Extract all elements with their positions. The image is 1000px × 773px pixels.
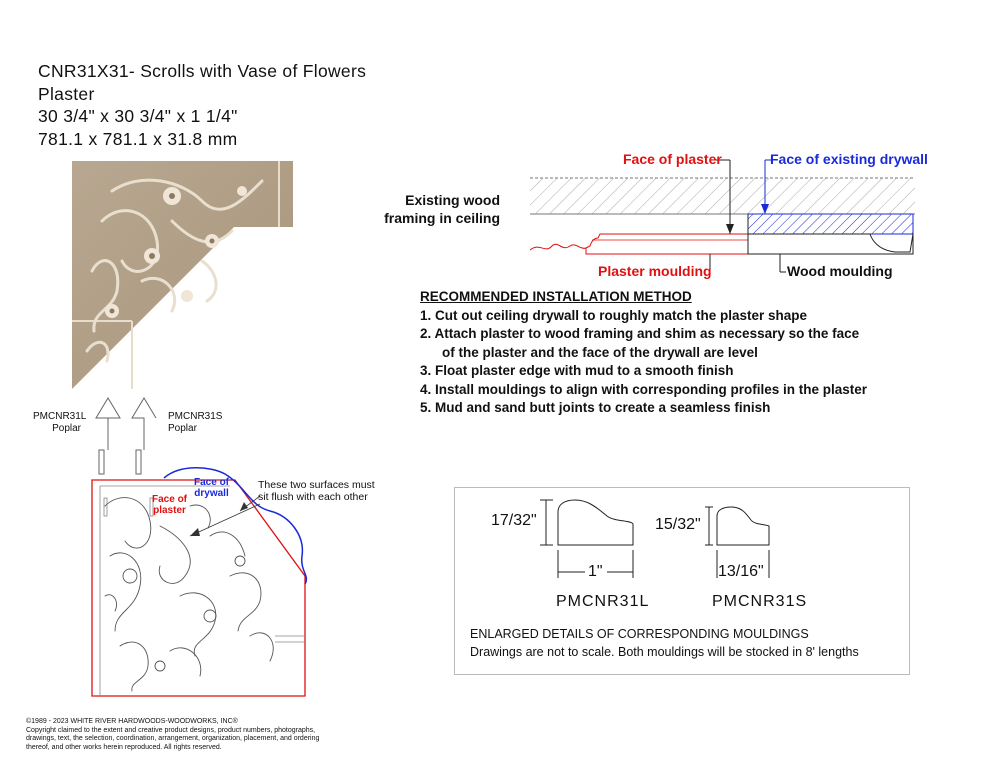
details-note: Drawings are not to scale. Both mouldings will be stocked in 8' lengths [470, 645, 859, 659]
wood-framing-callout [384, 191, 500, 227]
wood-framing-line1: Existing wood [405, 192, 500, 208]
face-of-plaster-line1: Face of [152, 494, 188, 505]
face-of-plaster-line2: plaster [153, 505, 186, 516]
copyright-line1: ©1989 - 2023 WHITE RIVER HARDWOODS-WOODWORKS, INC® [26, 718, 238, 725]
l-part-number: PMCNR31L [556, 593, 650, 610]
right-moulding-code: PMCNR31S [168, 411, 223, 422]
product-title-block [38, 60, 366, 150]
right-moulding-wood: Poplar [168, 423, 197, 434]
plaster-moulding-callout: Plaster moulding [598, 263, 712, 279]
product-size-mm: 781.1 x 781.1 x 31.8 mm [38, 128, 238, 149]
left-moulding-code: PMCNR31L [33, 411, 87, 422]
installation-step: 4. Install mouldings to align with corresponding profiles in the plaster [420, 381, 868, 397]
plaster-scroll-photo [72, 161, 293, 389]
product-size-inches: 30 3/4" x 30 3/4" x 1 1/4" [38, 106, 238, 126]
copyright-line4: thereof, and other works herein reproduced. All rights reserved. [26, 743, 222, 751]
wood-framing-line2: framing in ceiling [384, 210, 500, 226]
product-title: CNR31X31- Scrolls with Vase of Flowers [38, 61, 367, 81]
installation-step: 1. Cut out ceiling drywall to roughly match the plaster shape [420, 307, 808, 323]
installation-step: of the plaster and the face of the drywall are level [442, 344, 758, 360]
installation-step: 3. Float plaster edge with mud to a smooth finish [420, 363, 734, 378]
s-part-number: PMCNR31S [712, 593, 808, 610]
installation-heading: RECOMMENDED INSTALLATION METHOD [420, 289, 692, 304]
flush-note-line1: These two surfaces must [258, 479, 375, 491]
right-moulding-label [168, 411, 222, 435]
face-of-drywall-line1: Face of [194, 477, 230, 488]
face-of-drywall-label [194, 477, 229, 499]
installation-step: 5. Mud and sand butt joints to create a seamless finish [420, 400, 771, 415]
installation-step: 2. Attach plaster to wood framing and shim as necessary so the face [420, 326, 860, 341]
details-heading: ENLARGED DETAILS OF CORRESPONDING MOULDINGS [470, 627, 809, 641]
left-moulding-label [33, 411, 87, 435]
wood-moulding-callout: Wood moulding [787, 263, 893, 279]
copyright-notice [26, 718, 356, 752]
copyright-line3: drawings, text, the selection, coordination, arrangement, organization, placement, and ordering [26, 735, 320, 743]
face-of-drywall-line2: drywall [194, 488, 229, 499]
s-height-dimension: 15/32" [655, 516, 701, 533]
l-width-dimension: 1" [588, 563, 603, 580]
face-of-plaster-callout: Face of plaster [623, 151, 722, 167]
left-moulding-wood: Poplar [52, 423, 81, 434]
installation-method [420, 288, 867, 418]
l-height-dimension: 17/32" [491, 512, 537, 529]
flush-note [258, 479, 375, 503]
face-of-drywall-callout: Face of existing drywall [770, 151, 928, 167]
face-of-plaster-label [152, 494, 187, 516]
flush-note-line2: sit flush with each other [258, 491, 368, 503]
copyright-line2: Copyright claimed to the extent and creative product designs, product numbers, photographs, [26, 726, 316, 734]
s-width-dimension: 13/16" [718, 563, 764, 580]
moulding-profiles [455, 490, 905, 590]
product-material: Plaster [38, 83, 95, 104]
